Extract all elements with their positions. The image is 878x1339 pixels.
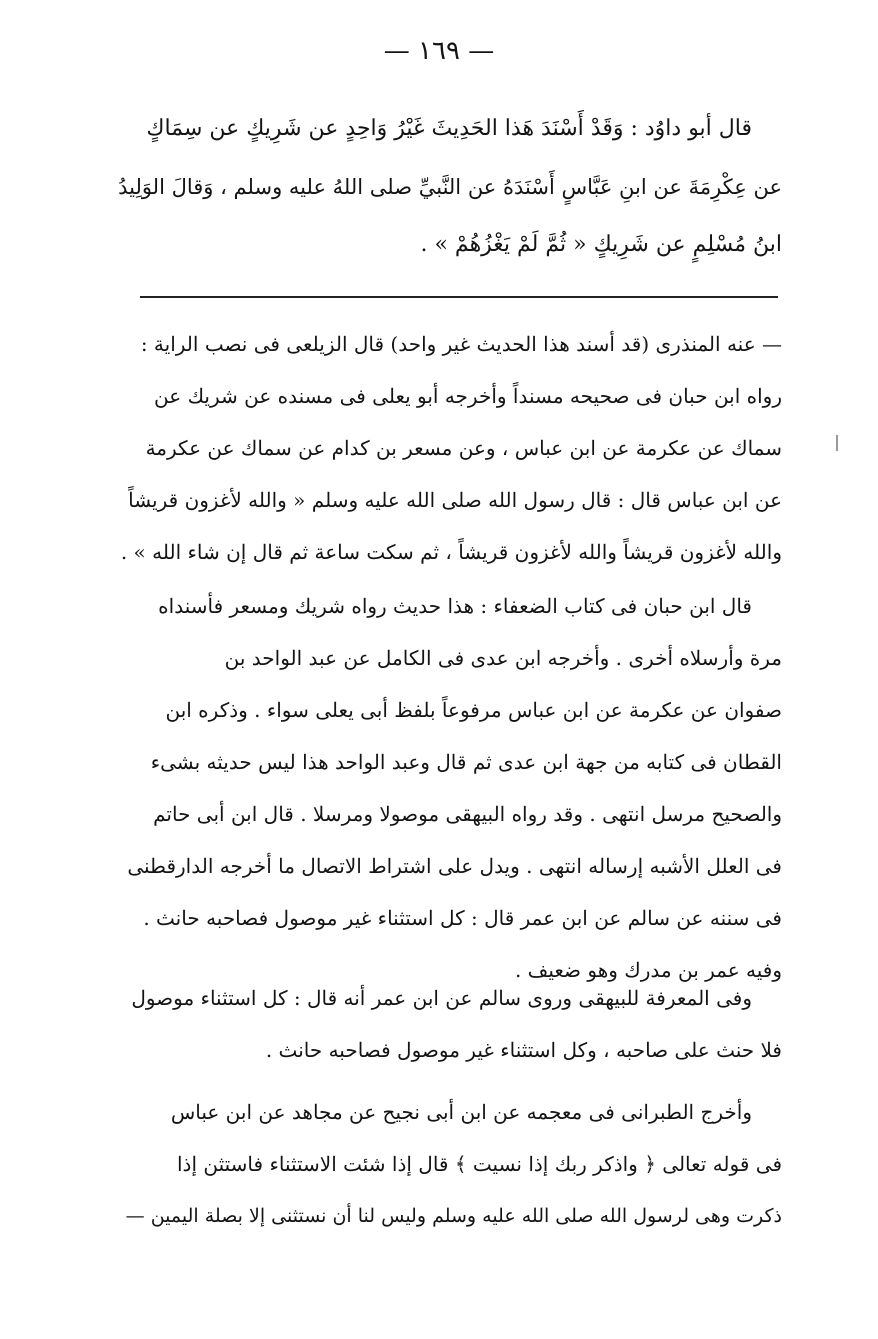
commentary-line: فى العلل الأشبه إرساله انتهى . ويدل على اشتراط الاتصال ما أخرجه الدارقطنى <box>127 854 782 878</box>
commentary-paragraph <box>112 318 782 578</box>
commentary-line: ذكرت وهى لرسول الله صلى الله عليه وسلم وليس لنا أن نستثنى إلا بصلة اليمين — <box>125 1205 782 1227</box>
margin-mark <box>836 435 838 451</box>
main-text-line: قال أبو داوُد : وَقَدْ أَسْنَدَ هَذا الحَدِيثَ غَيْرُ وَاحِدٍ عن شَرِيكٍ عن سِمَاكٍ <box>146 116 752 141</box>
commentary-line: والله لأغزون قريشاً والله لأغزون قريشاً ، ثم سكت ساعة ثم قال إن شاء الله » . <box>120 540 782 564</box>
commentary-line: فلا حنث على صاحبه ، وكل استثناء غير موصول فصاحبه حانث . <box>265 1038 782 1062</box>
commentary-paragraph <box>112 580 782 996</box>
commentary-paragraph <box>112 972 782 1076</box>
divider-rule <box>140 296 778 298</box>
commentary-line: عن ابن عباس قال : قال رسول الله صلى الله عليه وسلم « والله لأغزون قريشاً <box>128 488 782 512</box>
commentary-line: وفيه عمر بن مدرك وهو ضعيف . <box>514 958 782 982</box>
main-text-line: ابنُ مُسْلِمٍ عن شَرِيكٍ « ثُمَّ لَمْ يَغْزُهُمْ » . <box>420 232 782 257</box>
commentary-line: فى سننه عن سالم عن ابن عمر قال : كل استثناء غير موصول فصاحبه حانث . <box>143 906 782 930</box>
commentary-line: قال ابن حبان فى كتاب الضعفاء : هذا حديث رواه شريك ومسعر فأسنداه <box>158 594 752 618</box>
commentary-line: مرة وأرسلاه أخرى . وأخرجه ابن عدى فى الكامل عن عبد الواحد بن <box>224 646 782 670</box>
page-number: — ١٦٩ — <box>383 36 495 66</box>
commentary-line: فى قوله تعالى ﴿ واذكر ربك إذا نسيت ﴾ قال إذا شئت الاستثناء فاستثن إذا <box>177 1152 782 1176</box>
commentary-line: سماك عن عكرمة عن ابن عباس ، وعن مسعر بن كدام عن سماك عن عكرمة <box>145 436 782 460</box>
commentary-line: والصحيح مرسل انتهى . وقد رواه البيهقى موصولا ومرسلا . قال ابن أبى حاتم <box>153 802 782 826</box>
main-text <box>112 100 782 274</box>
commentary-line: القطان فى كتابه من جهة ابن عدى ثم قال وعبد الواحد هذا ليس حديثه بشىء <box>150 750 782 774</box>
commentary-line: وفى المعرفة للبيهقى وروى سالم عن ابن عمر أنه قال : كل استثناء موصول <box>131 986 752 1010</box>
commentary-line: — عنه المنذرى (قد أسند هذا الحديث غير واحد) قال الزيلعى فى نصب الراية : <box>140 332 782 356</box>
commentary-line: وأخرج الطبرانى فى معجمه عن ابن أبى نجيح عن مجاهد عن ابن عباس <box>170 1100 752 1124</box>
commentary-paragraph <box>112 1086 782 1242</box>
commentary-line: رواه ابن حبان فى صحيحه مسنداً وأخرجه أبو يعلى فى مسنده عن شريك عن <box>154 384 782 408</box>
main-text-line: عن عِكْرِمَةَ عن ابنِ عَبَّاسٍ أَسْنَدَهُ عن النَّبيِّ صلى اللهُ عليه وسلم ، وَقالَ الوَلِيدُ <box>118 175 782 199</box>
commentary-line: صفوان عن عكرمة عن ابن عباس مرفوعاً بلفظ أبى يعلى سواء . وذكره ابن <box>165 698 782 722</box>
